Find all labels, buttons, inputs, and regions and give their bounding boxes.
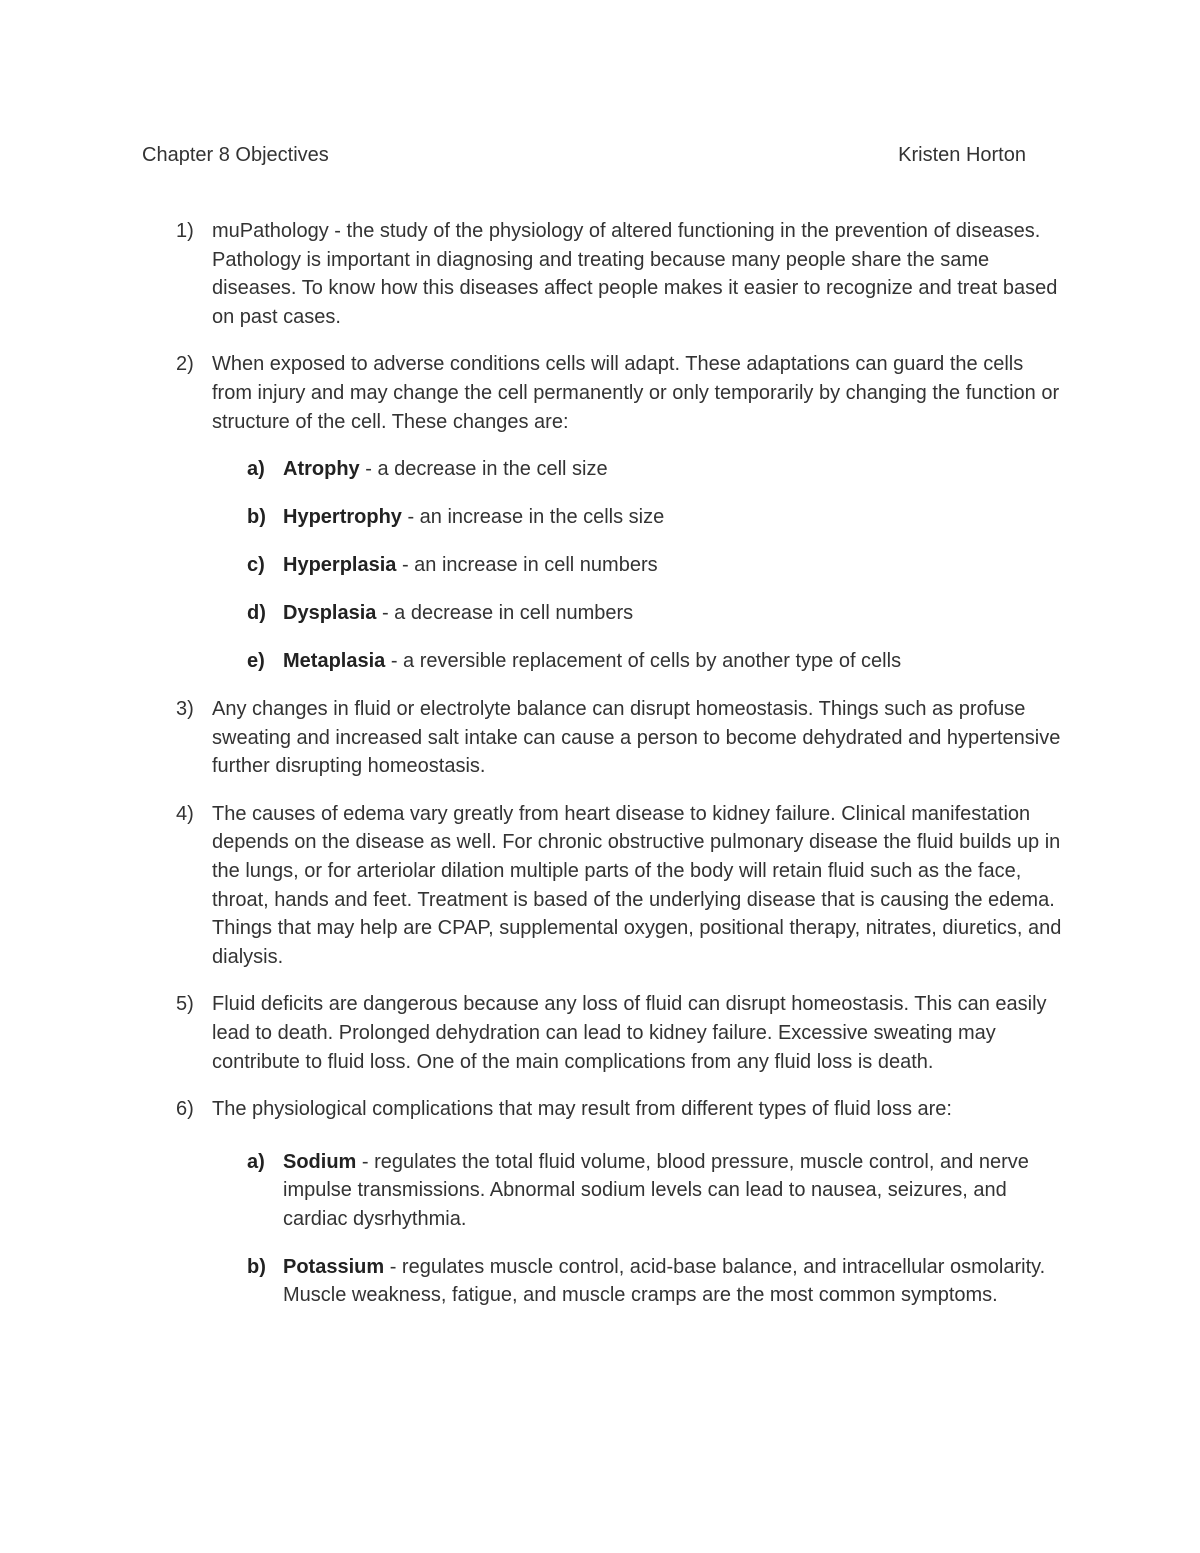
list-number: 2) (176, 353, 194, 376)
list-item-text: The causes of edema vary greatly from heart disease to kidney failure. Clinical manifestation depends on the disease as well. For chronic obstructive pulmonary disease the fluid builds up in the lungs, or for arteriolar dilation multiple parts of the body will retain fluid such as the face, throat, hands and feet. Treatment is based of the underlying disease that is causing the edema. Things that may help are CPAP, supplemental oxygen, positional therapy, nitrates, diuretics, and dialysis. (212, 802, 1062, 968)
list-number: 3) (176, 698, 194, 721)
sub-list-text: - an increase in the cells size (401, 506, 665, 529)
list-item (176, 217, 1062, 331)
objectives-list (0, 217, 1200, 1329)
sub-list-letter: c) (247, 554, 265, 577)
sub-list-term: Potassium (283, 1255, 385, 1278)
document-header (142, 141, 1026, 169)
sub-list-text: - regulates the total fluid volume, blood pressure, muscle control, and nerve impulse transmissions. Abnormal sodium levels can lead to nausea, seizures, and cardiac dysrhythmia. (283, 1150, 1029, 1230)
sub-list-term: Dysplasia (283, 602, 377, 625)
sub-list-text: - a decrease in the cell size (359, 458, 608, 481)
sub-list-item (247, 455, 1063, 484)
sub-list-item (247, 599, 1063, 628)
electrolyte-list (0, 1148, 1200, 1310)
sub-list-letter: b) (247, 1255, 266, 1278)
list-item (176, 350, 1062, 436)
list-item-text: Fluid deficits are dangerous because any loss of fluid can disrupt homeostasis. This can easily lead to death. Prolonged dehydration can lead to kidney failure. Excessive sweating may contribute to fluid loss. One of the main complications from any fluid loss is death. (212, 993, 1047, 1073)
list-item (176, 1095, 1062, 1124)
list-item-text: When exposed to adverse conditions cells will adapt. These adaptations can guard the cells from injury and may change the cell permanently or only temporarily by changing the function or structure of the cell. These changes are: (212, 353, 1060, 433)
sub-list-item (247, 551, 1063, 580)
author-name: Kristen Horton (898, 144, 1026, 166)
sub-list-text: - an increase in cell numbers (396, 554, 658, 577)
document-title: Chapter 8 Objectives (142, 144, 329, 166)
sub-list-letter: a) (247, 458, 265, 481)
sub-list-letter: d) (247, 602, 266, 625)
list-number: 4) (176, 802, 194, 825)
sub-list-item (247, 647, 1063, 676)
list-item-text: Any changes in fluid or electrolyte balance can disrupt homeostasis. Things such as profuse sweating and increased salt intake can cause a person to become dehydrated and hypertensive further disrupting homeostasis. (212, 698, 1061, 778)
list-item-text: muPathology - the study of the physiology of altered functioning in the prevention of diseases. Pathology is important in diagnosing and treating because many people share the same diseases. To know how this diseases affect people makes it easier to recognize and treat based on past cases. (212, 220, 1058, 328)
list-item (176, 695, 1062, 781)
list-item (176, 800, 1062, 972)
sub-list-text: - a decrease in cell numbers (376, 602, 634, 625)
sub-list-term: Metaplasia (283, 650, 386, 673)
list-number: 5) (176, 993, 194, 1016)
list-number: 6) (176, 1098, 194, 1121)
sub-list-letter: a) (247, 1150, 265, 1173)
sub-list-letter: e) (247, 650, 265, 673)
sub-list-item (247, 1148, 1063, 1234)
sub-list-term: Hypertrophy (283, 506, 402, 529)
cell-adaptation-list (0, 455, 1200, 676)
sub-list-term: Atrophy (283, 458, 360, 481)
sub-list-item (247, 503, 1063, 532)
sub-list-term: Hyperplasia (283, 554, 397, 577)
sub-list-letter: b) (247, 506, 266, 529)
sub-list-term: Sodium (283, 1150, 357, 1173)
list-item-text: The physiological complications that may result from different types of fluid loss are: (212, 1098, 952, 1121)
sub-list-text: - a reversible replacement of cells by another type of cells (385, 650, 902, 673)
sub-list-item (247, 1253, 1063, 1310)
list-item (176, 990, 1062, 1076)
list-number: 1) (176, 220, 194, 242)
sub-list-text: - regulates muscle control, acid-base balance, and intracellular osmolarity. Muscle weakness, fatigue, and muscle cramps are the most common symptoms. (283, 1255, 1046, 1307)
